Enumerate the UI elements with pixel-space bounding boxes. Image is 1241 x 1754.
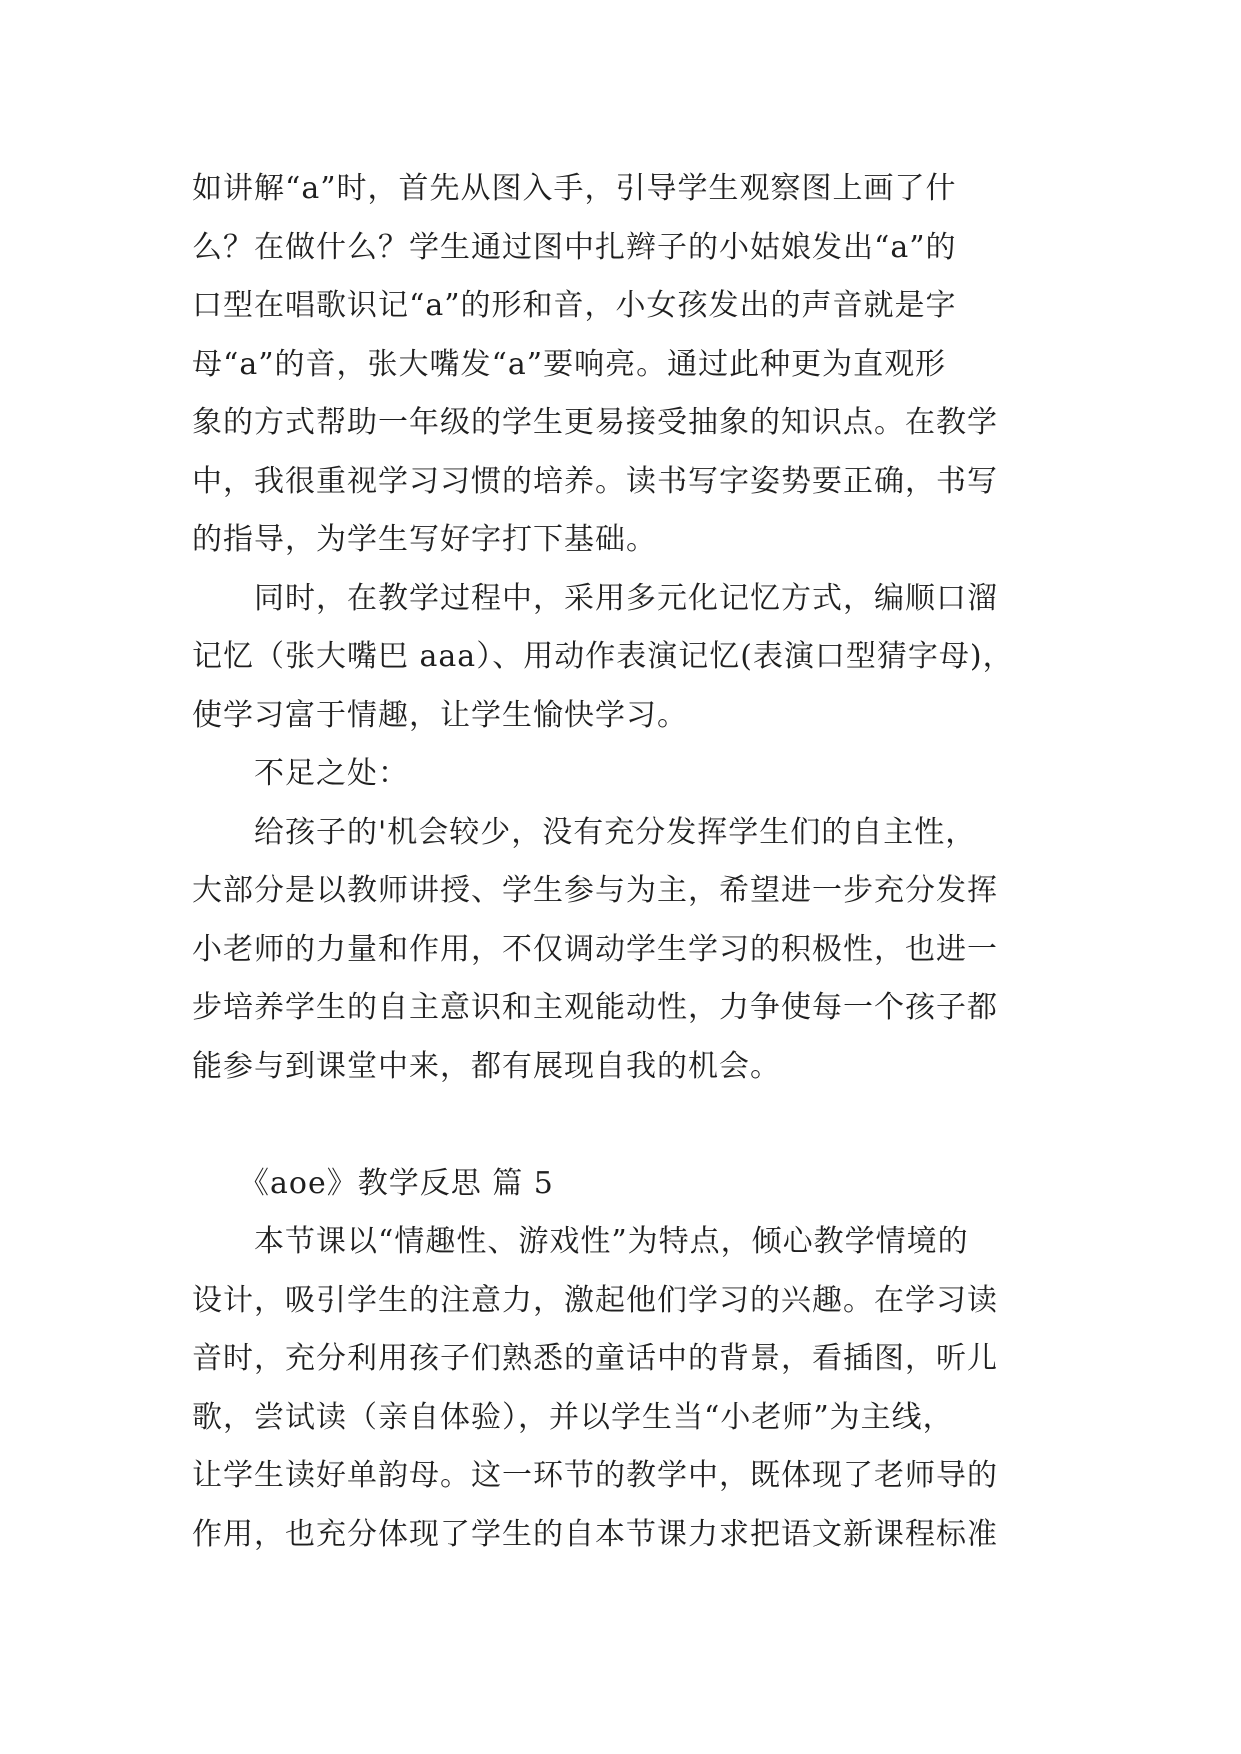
text-line: 让学生读好单韵母。这一环节的教学中，既体现了老师导的 [192,1458,998,1493]
text-line: 使学习富于情趣，让学生愉快学习。 [192,697,688,733]
text-line: 如讲解“a”时，首先从图入手，引导学生观察图上画了什 [192,171,957,206]
text-line: 母“a”的音，张大嘴发“a”要响亮。通过此种更为直观形 [192,346,947,382]
text-line: 能参与到课堂中来，都有展现自我的机会。 [192,1048,781,1084]
text-line: 音时，充分利用孩子们熟悉的童话中的背景，看插图，听儿 [192,1341,998,1376]
text-line: 同时，在教学过程中，采用多元化记忆方式，编顺口溜 [192,580,998,616]
text-line: 中，我很重视学习习惯的培养。读书写字姿势要正确，书写 [192,463,998,499]
text-line: 小老师的力量和作用，不仅调动学生学习的积极性，也进一 [192,931,998,967]
document-body [192,160,1054,1564]
text-line: 本节课以“情趣性、游戏性”为特点，倾心教学情境的 [192,1224,969,1259]
text-line: 歌，尝试读（亲自体验），并以学生当“小老师”为主线， [192,1399,954,1435]
text-line: 象的方式帮助一年级的学生更易接受抽象的知识点。在教学 [192,405,998,440]
text-line: 的指导，为学生写好字打下基础。 [192,522,657,557]
text-line: 作用，也充分体现了学生的自本节课力求把语文新课程标准 [192,1516,998,1552]
text-line: 口型在唱歌识记“a”的形和音，小女孩发出的声音就是字 [192,288,957,323]
text-line: 设计，吸引学生的注意力，激起他们学习的兴趣。在学习读 [192,1282,998,1318]
text-line: 记忆（张大嘴巴 aaa）、用动作表演记忆(表演口型猜字母)， [192,639,1014,674]
text-line: 大部分是以教师讲授、学生参与为主，希望进一步充分发挥 [192,873,998,908]
blank-line [192,1096,1054,1155]
text-line: 给孩子的'机会较少，没有充分发挥学生们的自主性， [192,814,977,850]
section-heading: 《aoe》教学反思 篇 5 [192,1165,554,1201]
text-line: 不足之处： [192,756,409,791]
text-line: 么？在做什么？学生通过图中扎辫子的小姑娘发出“a”的 [192,229,957,265]
text-line: 步培养学生的自主意识和主观能动性，力争使每一个孩子都 [192,990,998,1025]
